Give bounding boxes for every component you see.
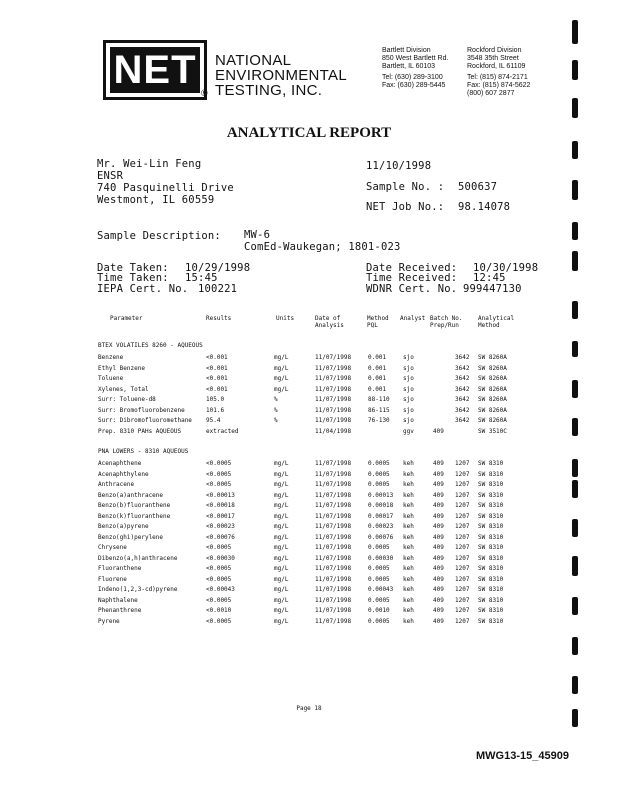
cell-units: mg/L [274,385,289,393]
cell-result: <0.001 [206,354,228,361]
cell-analytical-method: SW 8310 [478,460,504,467]
cell-result: <0.0005 [206,544,232,551]
cell-method-pql: 0.001 [368,354,387,361]
cell-units: % [274,396,278,403]
cell-parameter: Chrysene [98,544,127,551]
iepa-cert-label: IEPA Cert. No. [97,283,189,295]
cell-analytical-method: SW 8310 [478,617,504,625]
cell-analysis-date: 11/07/1998 [315,596,352,604]
cell-prep-batch: 409 [433,596,444,604]
binder-mark [572,637,578,655]
cell-units: mg/L [274,544,289,551]
cell-analyst: keh [403,491,414,499]
division-phone-extra: (800) 607 2877 [467,90,515,97]
cell-result: <0.0005 [206,460,232,467]
cell-analyst: keh [403,544,414,551]
cell-method-pql: 0.001 [368,385,387,393]
cell-method-pql: 0.00023 [368,523,394,530]
cell-analytical-method: SW 8260A [478,354,507,361]
cell-method-pql: 0.00018 [368,502,394,509]
cell-result: <0.001 [206,364,228,372]
cell-parameter: Benzo(a)pyrene [98,523,149,530]
cell-units: mg/L [274,491,289,499]
cell-run-batch: 1207 [455,586,470,593]
cell-units: mg/L [274,481,289,488]
cell-analysis-date: 11/07/1998 [315,470,352,478]
report-date: 11/10/1998 [366,160,432,172]
cell-analysis-date: 11/07/1998 [315,607,352,614]
cell-analytical-method: SW 8260A [478,375,507,382]
cell-analyst: keh [403,460,414,467]
cell-analytical-method: SW 8310 [478,533,504,541]
cell-parameter: Phenanthrene [98,607,142,614]
cell-run-batch: 1207 [455,502,470,509]
binder-mark [572,20,578,44]
column-analytical-method: Analytical Method [478,315,515,329]
bartlett-division-address [382,47,448,90]
cell-analyst: keh [403,533,414,541]
cell-analysis-date: 11/07/1998 [315,460,352,467]
binder-mark [572,98,578,118]
cell-result: <0.00030 [206,554,235,562]
binder-mark [572,597,578,615]
cell-parameter: Acenaphthene [98,460,142,467]
cell-parameter: Benzo(k)fluoranthene [98,512,171,520]
cell-run-batch: 1207 [455,544,470,551]
sample-description-1: MW-6 [244,229,271,241]
job-no-label: NET Job No.: [366,201,445,213]
cell-analytical-method: SW 8310 [478,596,504,604]
cell-analyst: keh [403,481,414,488]
section-title: PNA LOWERS - 8310 AQUEOUS [98,448,189,455]
cell-analyst: sjo [403,406,414,414]
cell-run-batch: 1207 [455,491,470,499]
binder-mark [572,556,578,576]
cell-analysis-date: 11/07/1998 [315,406,352,414]
cell-result: <0.0005 [206,481,232,488]
division-address-2: Rockford, IL 61109 [467,63,526,70]
date-taken-value: 10/29/1998 [185,262,251,274]
binder-mark [572,480,578,498]
cell-method-pql: 88-110 [368,396,390,403]
cell-units: mg/L [274,554,289,562]
cell-units: % [274,406,278,414]
cell-parameter: Toluene [98,375,124,382]
column-method-pql: Method PQL [367,315,389,329]
cell-analyst: sjo [403,375,414,382]
binder-mark [572,301,578,319]
cell-analyst: keh [403,502,414,509]
cell-analyst: keh [403,554,414,562]
iepa-cert-value: 100221 [198,283,238,295]
column-batch-no: Batch No. Prep/Run [430,315,463,329]
cell-analytical-method: SW 8310 [478,575,504,583]
date-received-value: 10/30/1998 [473,262,539,274]
cell-prep-batch: 409 [433,533,444,541]
cell-units: mg/L [274,460,289,467]
cell-method-pql: 0.0005 [368,596,390,604]
column-date-of-analysis: Date of Analysis [315,315,344,329]
cell-result: <0.00076 [206,533,235,541]
time-received-value: 12:45 [473,272,506,284]
cell-result: <0.0005 [206,565,232,572]
cell-analytical-method: SW 8260A [478,396,507,403]
cell-analyst: keh [403,586,414,593]
cell-analysis-date: 11/07/1998 [315,586,352,593]
cell-analyst: keh [403,575,414,583]
client-city: Westmont, IL 60559 [97,194,215,206]
binder-mark [572,60,578,80]
sample-no-value: 500637 [458,181,498,193]
cell-prep-batch: 409 [433,523,444,530]
cell-prep-batch: 409 [433,460,444,467]
cell-analysis-date: 11/07/1998 [315,375,352,382]
cell-prep-batch: 409 [433,586,444,593]
cell-method-pql: 0.001 [368,375,387,382]
column-analyst: Analyst [400,315,426,322]
cell-run-batch: 3642 [455,417,470,424]
cell-prep-batch: 409 [433,575,444,583]
cell-analysis-date: 11/07/1998 [315,533,352,541]
column-results: Results [206,315,232,322]
cell-run-batch: 3642 [455,375,470,382]
division-address-1: 850 West Bartlett Rd. [382,55,449,62]
job-no-value: 98.14078 [458,201,511,213]
document-id: MWG13-15_45909 [476,750,569,762]
client-street: 740 Pasquinelli Drive [97,182,234,194]
cell-method-pql: 0.00076 [368,533,394,541]
cell-analysis-date: 11/04/1998 [315,427,352,435]
cell-parameter: Naphthalene [98,596,138,604]
cell-analytical-method: SW 8310 [478,544,504,551]
binder-mark [572,380,578,398]
cell-prep-batch: 409 [433,617,444,625]
cell-units: mg/L [274,617,289,625]
cell-units: mg/L [274,596,289,604]
cell-method-pql: 0.0005 [368,481,390,488]
cell-method-pql: 0.0005 [368,460,390,467]
cell-analytical-method: SW 8310 [478,481,504,488]
sample-description-label: Sample Description: [97,230,221,242]
cell-analytical-method: SW 8310 [478,523,504,530]
cell-run-batch: 3642 [455,385,470,393]
cell-prep-batch: 409 [433,544,444,551]
cell-result: <0.00023 [206,523,235,530]
cell-analyst: sjo [403,364,414,372]
division-name: Bartlett Division [382,47,431,54]
binder-mark [572,418,578,436]
cell-run-batch: 1207 [455,533,470,541]
cell-analytical-method: SW 8310 [478,470,504,478]
division-fax: Fax: (815) 874-5622 [467,82,531,89]
division-name: Rockford Division [467,47,522,54]
cell-analyst: sjo [403,417,414,424]
cell-analytical-method: SW 8310 [478,491,504,499]
cell-analysis-date: 11/07/1998 [315,502,352,509]
report-title: ANALYTICAL REPORT [226,125,392,141]
cell-method-pql: 86-115 [368,406,390,414]
cell-run-batch: 1207 [455,617,470,625]
cell-analytical-method: SW 8260A [478,417,507,424]
cell-units: mg/L [274,502,289,509]
cell-units: mg/L [274,607,289,614]
cell-method-pql: 76-130 [368,417,390,424]
division-fax: Fax: (630) 289-5445 [382,82,446,89]
cell-method-pql: 0.0005 [368,617,390,625]
time-taken-label: Time Taken: [97,272,169,284]
cell-parameter: Benzo(b)fluoranthene [98,502,171,509]
rockford-division-address [467,47,530,98]
cell-parameter: Fluoranthene [98,565,142,572]
cell-parameter: Surr: Dibromofluoromethane [98,417,192,424]
cell-prep-batch: 409 [433,502,444,509]
column-units: Units [276,315,295,322]
binder-mark [572,519,578,537]
binder-mark [572,251,578,271]
binder-mark [572,459,578,477]
cell-analytical-method: SW 8260A [478,364,507,372]
cell-result: <0.001 [206,375,228,382]
cell-analyst: keh [403,565,414,572]
client-name: Mr. Wei-Lin Feng [97,158,202,170]
cell-analyst: keh [403,607,414,614]
cell-analyst: sjo [403,354,414,361]
cell-result: <0.0005 [206,617,232,625]
cell-analysis-date: 11/07/1998 [315,554,352,562]
cell-analyst: keh [403,596,414,604]
company-name-line-3: TESTING, INC. [215,82,323,99]
cell-run-batch: 3642 [455,406,470,414]
cell-analysis-date: 11/07/1998 [315,396,352,403]
cell-run-batch: 1207 [455,481,470,488]
cell-analysis-date: 11/07/1998 [315,491,352,499]
page-number: Page 18 [296,705,322,712]
cell-analytical-method: SW 8310 [478,565,504,572]
cell-method-pql: 0.001 [368,364,387,372]
company-name-line-1: NATIONAL [215,52,292,69]
cell-units: mg/L [274,586,289,593]
cell-analysis-date: 11/07/1998 [315,481,352,488]
cell-method-pql: 0.0005 [368,544,390,551]
cell-units: mg/L [274,354,289,361]
cell-units: mg/L [274,364,289,372]
time-received-label: Time Received: [366,272,458,284]
cell-result: <0.00013 [206,491,235,499]
company-name-line-2: ENVIRONMENTAL [215,67,347,84]
cell-analysis-date: 11/07/1998 [315,617,352,625]
cell-analysis-date: 11/07/1998 [315,565,352,572]
cell-parameter: Surr: Bromofluorobenzene [98,406,185,414]
cell-units: mg/L [274,512,289,520]
cell-analytical-method: SW 8310 [478,607,504,614]
cell-result: 105.0 [206,396,225,403]
cell-prep-batch: 409 [433,554,444,562]
cell-result: <0.00017 [206,512,235,520]
cell-analyst: ggv [403,427,414,435]
cell-analysis-date: 11/07/1998 [315,354,352,361]
cell-analyst: keh [403,617,414,625]
cell-result: <0.0005 [206,470,232,478]
cell-analysis-date: 11/07/1998 [315,385,352,393]
cell-run-batch: 3642 [455,354,470,361]
cell-run-batch: 1207 [455,460,470,467]
cell-method-pql: 0.00013 [368,491,394,499]
cell-units: mg/L [274,575,289,583]
cell-result: <0.0005 [206,596,232,604]
cell-result: 101.6 [206,406,225,414]
cell-parameter: Benzo(a)anthracene [98,491,164,499]
cell-run-batch: 1207 [455,470,470,478]
cell-parameter: Dibenzo(a,h)anthracene [98,554,178,562]
cell-analyst: sjo [403,385,414,393]
registered-mark: ® [201,88,208,98]
cell-analysis-date: 11/07/1998 [315,417,352,424]
division-tel: Tel: (630) 289-3100 [382,74,443,81]
cell-units: mg/L [274,523,289,530]
cell-result: extracted [206,427,239,435]
cell-parameter: Surr: Toluene-d8 [98,396,156,403]
cell-analytical-method: SW 8310 [478,502,504,509]
wdnr-cert-value: 999447130 [463,283,522,295]
cell-parameter: Pyrene [98,617,120,625]
cell-method-pql: 0.0010 [368,607,390,614]
cell-parameter: Acenaphthylene [98,470,149,478]
cell-units: % [274,417,278,424]
cell-units: mg/L [274,470,289,478]
time-taken-value: 15:45 [185,272,218,284]
cell-method-pql: 0.0005 [368,565,390,572]
cell-result: <0.001 [206,385,228,393]
cell-run-batch: 1207 [455,523,470,530]
cell-method-pql: 0.0005 [368,470,390,478]
cell-analysis-date: 11/07/1998 [315,364,352,372]
cell-analysis-date: 11/07/1998 [315,575,352,583]
cell-parameter: Xylenes, Total [98,385,149,393]
cell-result: 95.4 [206,417,221,424]
cell-run-batch: 1207 [455,607,470,614]
sample-description-2: ComEd-Waukegan; 1801-023 [244,241,401,253]
cell-prep-batch: 409 [433,491,444,499]
sample-no-label: Sample No. : [366,181,445,193]
cell-prep-batch: 409 [433,512,444,520]
binder-mark [572,141,578,159]
cell-method-pql: 0.00030 [368,554,394,562]
cell-analysis-date: 11/07/1998 [315,523,352,530]
cell-prep-batch: 409 [433,470,444,478]
cell-parameter: Fluorene [98,575,127,583]
division-address-2: Bartlett, IL 60103 [382,63,436,70]
cell-prep-batch: 409 [433,481,444,488]
cell-parameter: Benzo(ghi)perylene [98,533,164,541]
cell-analysis-date: 11/07/1998 [315,544,352,551]
section-title: BTEX VOLATILES 8260 - AQUEOUS [98,342,203,349]
cell-analytical-method: SW 8310 [478,554,504,562]
cell-method-pql: 0.00017 [368,512,394,520]
cell-run-batch: 1207 [455,596,470,604]
binder-mark [572,676,578,694]
cell-analyst: keh [403,523,414,530]
cell-analyst: sjo [403,396,414,403]
cell-result: <0.00043 [206,586,235,593]
cell-result: <0.0010 [206,607,232,614]
cell-result: <0.00018 [206,502,235,509]
cell-analyst: keh [403,512,414,520]
cell-analytical-method: SW 3510C [478,427,507,435]
cell-units: mg/L [274,533,289,541]
cell-analytical-method: SW 8260A [478,385,507,393]
cell-run-batch: 3642 [455,396,470,403]
cell-parameter: Ethyl Benzene [98,364,145,372]
date-received-label: Date Received: [366,262,458,274]
cell-analytical-method: SW 8260A [478,406,507,414]
cell-run-batch: 1207 [455,575,470,583]
cell-method-pql: 0.00043 [368,586,394,593]
cell-run-batch: 1207 [455,512,470,520]
division-address-1: 3548 35th Street [467,55,519,62]
cell-parameter: Prep. 8310 PAHs AQUEOUS [98,427,182,435]
wdnr-cert-label: WDNR Cert. No. [366,283,458,295]
cell-units: mg/L [274,565,289,572]
cell-analysis-date: 11/07/1998 [315,512,352,520]
cell-prep-batch: 409 [433,565,444,572]
logo-text: NET [110,47,200,93]
cell-run-batch: 1207 [455,554,470,562]
cell-units: mg/L [274,375,289,382]
binder-mark [572,341,578,357]
cell-analytical-method: SW 8310 [478,586,504,593]
cell-prep-batch: 409 [433,427,444,435]
binder-mark [572,222,578,240]
cell-analyst: keh [403,470,414,478]
binder-mark [572,180,578,200]
cell-method-pql: 0.0005 [368,575,390,583]
client-company: ENSR [97,170,124,182]
cell-parameter: Anthracene [98,481,135,488]
cell-run-batch: 1207 [455,565,470,572]
cell-run-batch: 3642 [455,364,470,372]
division-tel: Tel: (815) 874-2171 [467,74,528,81]
cell-parameter: Indeno(1,2,3-cd)pyrene [98,586,178,593]
date-taken-label: Date Taken: [97,262,169,274]
cell-prep-batch: 409 [433,607,444,614]
cell-analytical-method: SW 8310 [478,512,504,520]
company-logo [103,40,207,100]
cell-parameter: Benzene [98,354,124,361]
column-parameter: Parameter [110,315,143,322]
cell-result: <0.0005 [206,575,232,583]
